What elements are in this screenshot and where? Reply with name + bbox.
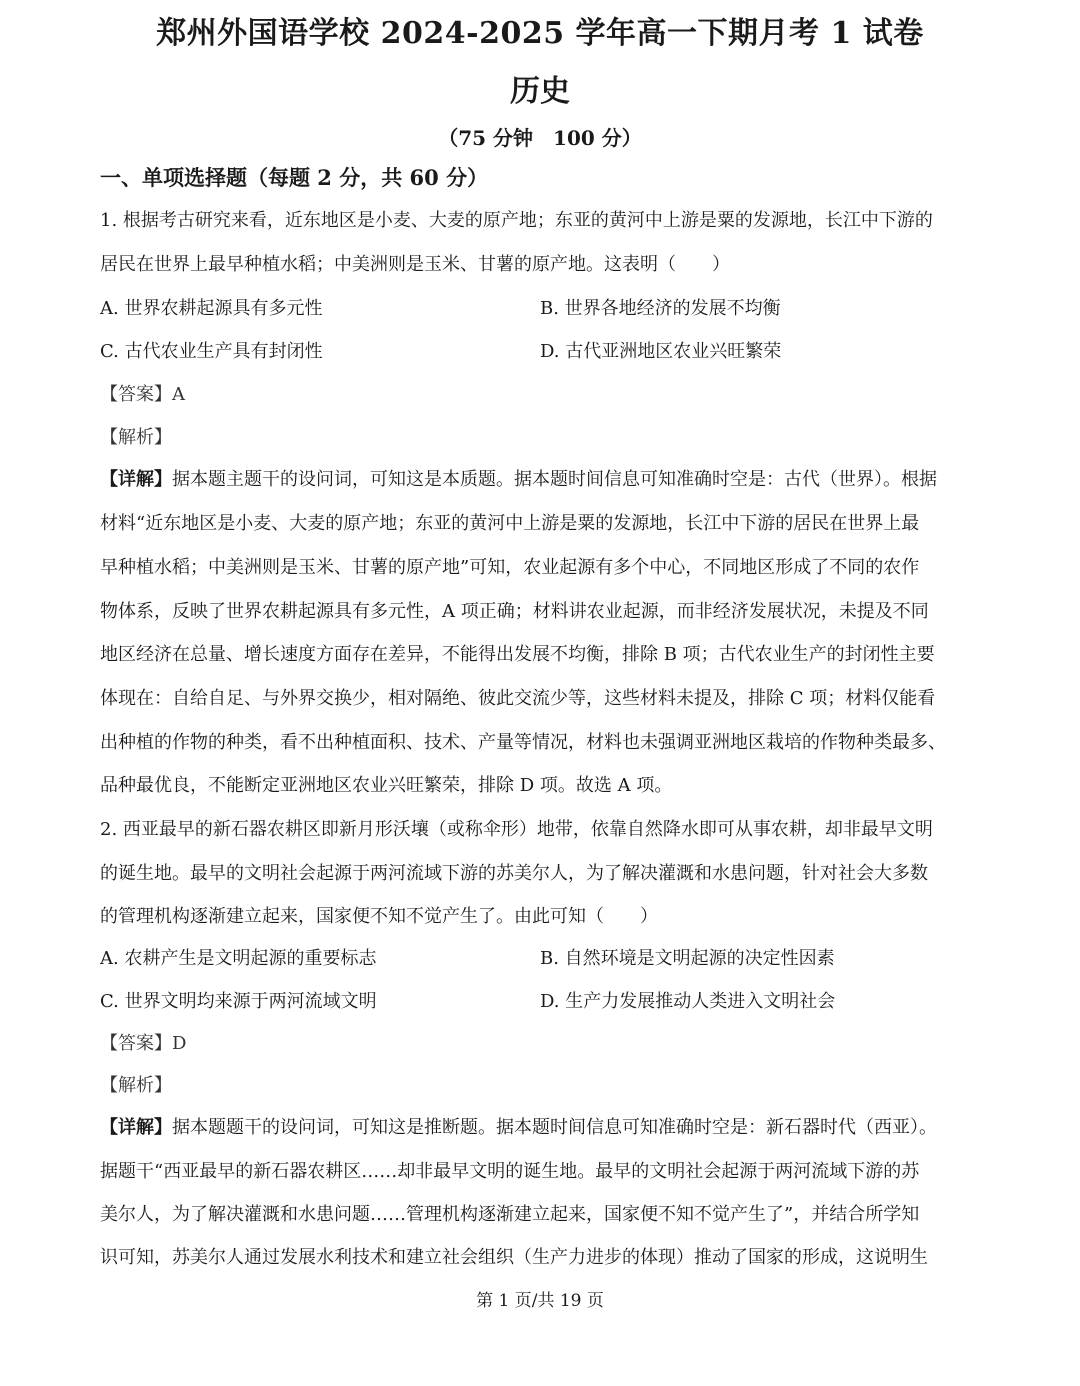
- q1-detail-line: 品种最优良，不能断定亚洲地区农业兴旺繁荣，排除 D 项。故选 A 项。: [100, 775, 673, 796]
- q2-option-b: B. 自然环境是文明起源的决定性因素: [540, 948, 835, 969]
- q1-detail-line: 体现在：自给自足、与外界交换少，相对隔绝、彼此交流少等，这些材料未提及，排除 C 项；材料仅能看: [100, 688, 936, 709]
- q1-detail-text: 据本题主题干的设问词，可知这是本质题。据本题时间信息可知准确时空是：古代（世界）。根据: [172, 469, 937, 490]
- q1-detail-tag: 【详解】: [100, 469, 172, 490]
- q2-option-a: A. 农耕产生是文明起源的重要标志: [100, 948, 377, 969]
- q2-detail-line: 识可知，苏美尔人通过发展水利技术和建立社会组织（生产力进步的体现）推动了国家的形成，这说明生: [100, 1247, 928, 1268]
- q2-stem-line: 2. 西亚最早的新石器农耕区即新月形沃壤（或称伞形）地带，依靠自然降水即可从事农耕，却非最早文明: [100, 819, 933, 840]
- q1-option-d: D. 古代亚洲地区农业兴旺繁荣: [540, 341, 782, 362]
- q1-stem-line: 1. 根据考古研究来看，近东地区是小麦、大麦的原产地；东亚的黄河中上游是粟的发源地，长江中下游的: [100, 210, 933, 231]
- q2-stem-line: 的管理机构逐渐建立起来，国家便不知不觉产生了。由此可知（ ）: [100, 906, 658, 927]
- q1-detail-line: 出种植的作物的种类，看不出种植面积、技术、产量等情况，材料也未强调亚洲地区栽培的作物种类最多、: [100, 732, 946, 753]
- q1-detail-line: 地区经济在总量、增长速度方面存在差异，不能得出发展不均衡，排除 B 项；古代农业生产的封闭性主要: [100, 644, 935, 665]
- q1-detail-line: 材料“近东地区是小麦、大麦的原产地；东亚的黄河中上游是粟的发源地，长江中下游的居民在世界上最: [100, 513, 920, 534]
- exam-title: 郑州外国语学校 2024-2025 学年高一下期月考 1 试卷: [156, 16, 924, 51]
- q2-detail-line: [100, 1113, 990, 1139]
- page-number: 第 1 页/共 19 页: [476, 1291, 604, 1311]
- q1-option-b: B. 世界各地经济的发展不均衡: [540, 298, 781, 319]
- subject-title: 历史: [510, 74, 570, 109]
- q1-stem-line: 居民在世界上最早种植水稻；中美洲则是玉米、甘薯的原产地。这表明（ ）: [100, 254, 730, 275]
- q2-detail-text: 据本题题干的设问词，可知这是推断题。据本题时间信息可知准确时空是：新石器时代（西亚）。: [172, 1117, 937, 1138]
- q2-stem-line: 的诞生地。最早的文明社会起源于两河流域下游的苏美尔人，为了解决灌溉和水患问题，针对社会大多数: [100, 863, 928, 884]
- q2-option-c: C. 世界文明均来源于两河流域文明: [100, 991, 377, 1012]
- q1-answer: 【答案】A: [100, 384, 185, 405]
- exam-duration: （75 分钟 100 分）: [438, 126, 642, 150]
- q1-option-a: A. 世界农耕起源具有多元性: [100, 298, 323, 319]
- q1-detail-line: 早种植水稻；中美洲则是玉米、甘薯的原产地”可知，农业起源有多个中心，不同地区形成了不同的农作: [100, 557, 920, 578]
- q2-analysis-label: 【解析】: [100, 1075, 172, 1096]
- q2-option-d: D. 生产力发展推动人类进入文明社会: [540, 991, 836, 1012]
- section-heading: 一、单项选择题（每题 2 分，共 60 分）: [100, 165, 489, 190]
- q1-detail-line: [100, 465, 990, 491]
- q2-detail-line: 美尔人，为了解决灌溉和水患问题……管理机构逐渐建立起来，国家便不知不觉产生了”，并结合所学知: [100, 1204, 920, 1225]
- q1-analysis-label: 【解析】: [100, 427, 172, 448]
- q1-detail-line: 物体系，反映了世界农耕起源具有多元性，A 项正确；材料讲农业起源，而非经济发展状况，未提及不同: [100, 601, 929, 622]
- q1-option-c: C. 古代农业生产具有封闭性: [100, 341, 323, 362]
- q2-detail-tag: 【详解】: [100, 1117, 172, 1138]
- q2-detail-line: 据题干“西亚最早的新石器农耕区……却非最早文明的诞生地。最早的文明社会起源于两河流域下游的苏: [100, 1161, 920, 1182]
- q2-answer: 【答案】D: [100, 1033, 187, 1054]
